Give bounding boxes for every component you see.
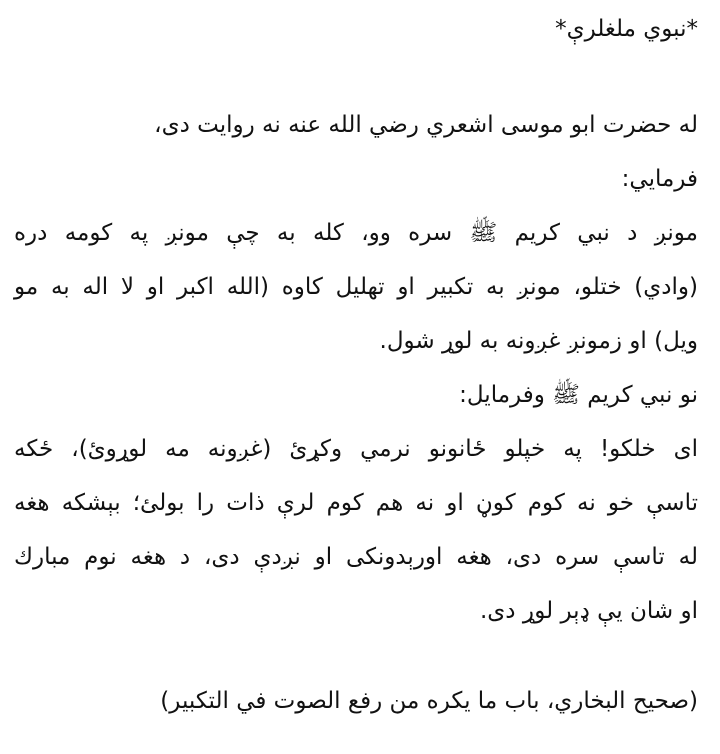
text-line-4: (وادي) ختلو، مونږ به تكبير او تهليل كاوه (الله اكبر او لا اله به مو [14,274,698,300]
text-line-5: ويل) او زمونږ غږونه به لوړ شول. [379,328,698,354]
text-line-1: له حضرت ابو موسی اشعري رضي الله عنه نه روايت دی، [154,112,698,138]
text-line-3: مونږ د نبي كريم ﷺ سره وو، كله به چې مونږ په كومه دره [14,220,698,246]
text-line-10: او شان يې ډېر لوړ دی. [479,598,698,624]
source-reference: (صحيح البخاري، باب ما يكره من رفع الصوت في التكبير) [160,688,698,714]
text-line-7: ای خلكو! په خپلو ځانونو نرمي وكړئ (غږونه مه لوړوئ)، ځكه [14,436,698,462]
text-line-6: نو نبي كريم ﷺ وفرمايل: [459,382,698,408]
text-line-8: تاسې خو نه كوم كوڼ او نه هم كوم لرې ذات را بولئ؛ بېشكه هغه [14,490,698,516]
document-title: *نبوي ملغلرې* [555,16,698,42]
text-line-9: له تاسې سره دی، هغه اورېدونكی او نږدې دی، د هغه نوم مبارك [14,544,698,570]
text-line-2: فرمايي: [621,166,698,192]
